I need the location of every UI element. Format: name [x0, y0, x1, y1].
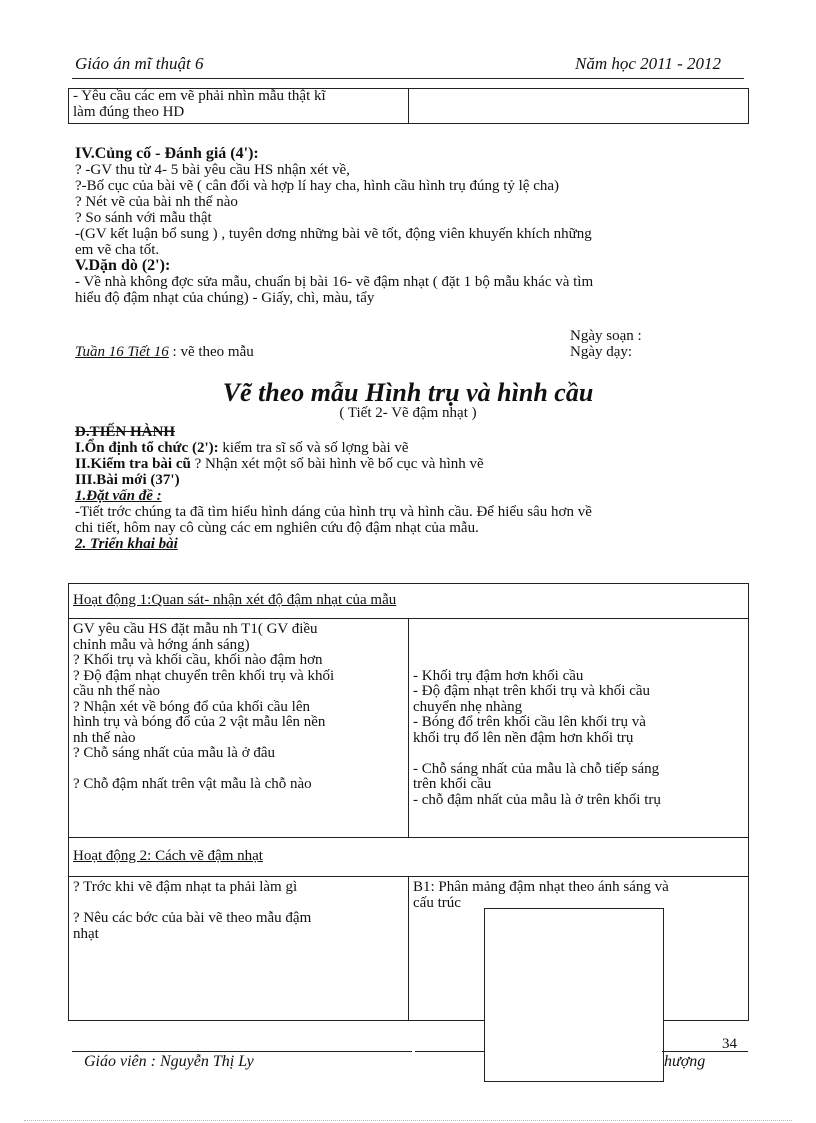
activity-1-question: cầu nh thế nào	[73, 683, 161, 699]
section-5-line: hiểu độ đậm nhạt của chúng) - Giấy, chì, màu, tẩy	[75, 290, 375, 306]
activity-1-question: ? Chỗ sáng nhất của mẫu là ở đâu	[73, 745, 276, 761]
header-right: Năm học 2011 - 2012	[575, 54, 722, 73]
table-line: - Yêu cầu các em vẽ phải nhìn mẫu thật kĩ	[73, 88, 326, 104]
on-dinh-text: kiểm tra sĩ số và số lợng bài vẽ	[218, 440, 409, 456]
page-number: 34	[722, 1036, 737, 1052]
activity-1-answer: - Bóng đổ trên khối cầu lên khối trụ và	[413, 714, 646, 730]
section-4-line: ? -GV thu từ 4- 5 bài yêu cầu HS nhận xét về,	[75, 162, 350, 178]
activity-1-right	[409, 619, 749, 838]
on-dinh	[75, 440, 745, 456]
activity-2-answer: cấu trúc	[413, 894, 461, 911]
top-table-left	[69, 89, 409, 124]
header-divider	[72, 78, 744, 79]
activity-1-question: GV yêu cầu HS đặt mẫu nh T1( GV điều	[73, 621, 318, 637]
procedure-heading: D.TIẾN HÀNH	[75, 424, 176, 440]
procedure	[75, 424, 745, 552]
activity-2-title-cell	[69, 838, 749, 877]
activity-2-title: Hoạt động 2: Cách vẽ đậm nhạt	[73, 848, 263, 865]
ngay-day: Ngày dạy:	[570, 344, 633, 360]
top-table	[68, 88, 749, 124]
kiem-tra	[75, 456, 745, 472]
section-5-heading: V.Dặn dò (2'):	[75, 257, 171, 274]
section-4-line: ? Nét vẽ của bài nh thế nào	[75, 194, 238, 210]
activity-1-answer: - Độ đậm nhạt trên khối trụ và khối cầu	[413, 683, 651, 699]
top-table-right	[409, 89, 749, 124]
activity-1-title-cell	[69, 584, 749, 619]
activity-1-question: hình trụ và bóng đổ của 2 vật mẫu lên nền	[73, 714, 326, 730]
tuan-tiet	[75, 344, 254, 360]
trien-khai: 2. Triển khai bài	[75, 536, 178, 552]
activity-2-question: nhạt	[73, 925, 99, 942]
activity-1-answer: trên khối cầu	[413, 776, 492, 792]
intro-line: -Tiết trớc chúng ta đã tìm hiểu hình dáng của hình trụ và hình cầu. Để hiểu sâu hơn về	[75, 504, 592, 520]
activity-1-title: Hoạt động 1:Quan sát- nhận xét độ đậm nhạt của mẫu	[73, 592, 397, 609]
section-4	[75, 146, 745, 306]
footer-right-fragment: hượng	[664, 1053, 706, 1070]
kiem-tra-label: II.Kiểm tra bài cũ	[75, 456, 191, 472]
on-dinh-label: I.Ổn định tổ chức (2'):	[75, 440, 219, 456]
activity-1-answer: khối trụ đổ lên nền đậm hơn khối trụ	[413, 729, 634, 746]
activity-1-question: chỉnh mẫu và hớng ánh sáng)	[73, 636, 250, 653]
section-4-line: ? So sánh với mẫu thật	[75, 210, 212, 226]
activity-1-answer: - Chỗ sáng nhất của mẫu là chỗ tiếp sáng	[413, 760, 660, 777]
bai-moi: III.Bài mới (37')	[75, 472, 180, 488]
footer-divider-left	[72, 1051, 412, 1052]
table-line: làm đúng theo HD	[73, 103, 185, 120]
activity-1-answer: - Khối trụ đậm hơn khối cầu	[413, 667, 584, 684]
section-4-line: -(GV kết luận bổ sung ) , tuyên dơng những bài vẽ tốt, động viên khuyến khích những	[75, 226, 592, 242]
dat-van-de: 1.Đặt vấn đề :	[75, 488, 162, 504]
activity-2-question: ? Nêu các bớc của bài vẽ theo mẫu đậm	[73, 910, 312, 926]
activity-1-spacer	[73, 762, 404, 778]
activity-2-left	[69, 877, 409, 1021]
ngay-soan: Ngày soạn :	[570, 328, 642, 344]
tuan-label: Tuần 16 Tiết 16	[75, 344, 169, 360]
tuan-rest: : vẽ theo mẫu	[168, 344, 254, 360]
footer-divider-right	[662, 1051, 748, 1052]
activity-1-spacer	[413, 746, 744, 762]
activity-1-left	[69, 619, 409, 838]
page-bottom-dotted-edge	[24, 1120, 792, 1121]
footer-teacher: Giáo viên : Nguyễn Thị Ly	[84, 1053, 254, 1070]
lesson-title: Vẽ theo mẫu Hình trụ và hình cầu	[222, 378, 594, 407]
activity-1-spacer	[413, 638, 744, 654]
image-placeholder-frame	[484, 908, 664, 1082]
section-4-heading: IV.Củng cố - Đánh giá (4'):	[75, 145, 259, 162]
activity-1-question: ? Độ đậm nhạt chuyển trên khối trụ và khối	[73, 667, 335, 684]
header-left: Giáo án mĩ thuật 6	[75, 54, 204, 73]
activity-1-question: nh thế nào	[73, 729, 136, 746]
activity-1-spacer	[413, 653, 744, 669]
activity-1-answer: - chỗ đậm nhất của mẫu là ở trên khối trụ	[413, 791, 661, 808]
section-4-line: ?-Bố cục của bài vẽ ( cân đối và hợp lí hay cha, hình cầu hình trụ đúng tỷ lệ cha)	[75, 178, 560, 194]
activity-1-question: ? Nhận xét về bóng đổ của khối cầu lên	[73, 698, 311, 715]
activity-2-spacer	[73, 896, 404, 912]
activity-2-question: ? Trớc khi vẽ đậm nhạt ta phải làm gì	[73, 879, 298, 895]
footer-divider-mid	[415, 1051, 484, 1052]
activity-1-question: ? Chỗ đậm nhất trên vật mẫu là chỗ nào	[73, 776, 312, 792]
intro-line: chi tiết, hôm nay cô cùng các em nghiên cứu độ đậm nhạt của mẫu.	[75, 520, 479, 536]
lesson-subtitle: ( Tiết 2- Vẽ đậm nhạt )	[339, 405, 477, 421]
activity-1-answer: chuyển nhẹ nhàng	[413, 698, 523, 715]
section-5-line: - Về nhà không đợc sửa mẫu, chuẩn bị bài 16- vẽ đậm nhạt ( đặt 1 bộ mẫu khác và tìm	[75, 274, 594, 290]
kiem-tra-text: ? Nhận xét một số bài hình về bố cục và hình vẽ	[190, 456, 484, 472]
activity-1-spacer	[413, 622, 744, 638]
section-4-line: em vẽ cha tốt.	[75, 242, 160, 258]
activity-2-answer: B1: Phân mảng đậm nhạt theo ánh sáng và	[413, 879, 669, 895]
activity-1-question: ? Khối trụ và khối cầu, khối nào đậm hơn	[73, 652, 323, 668]
